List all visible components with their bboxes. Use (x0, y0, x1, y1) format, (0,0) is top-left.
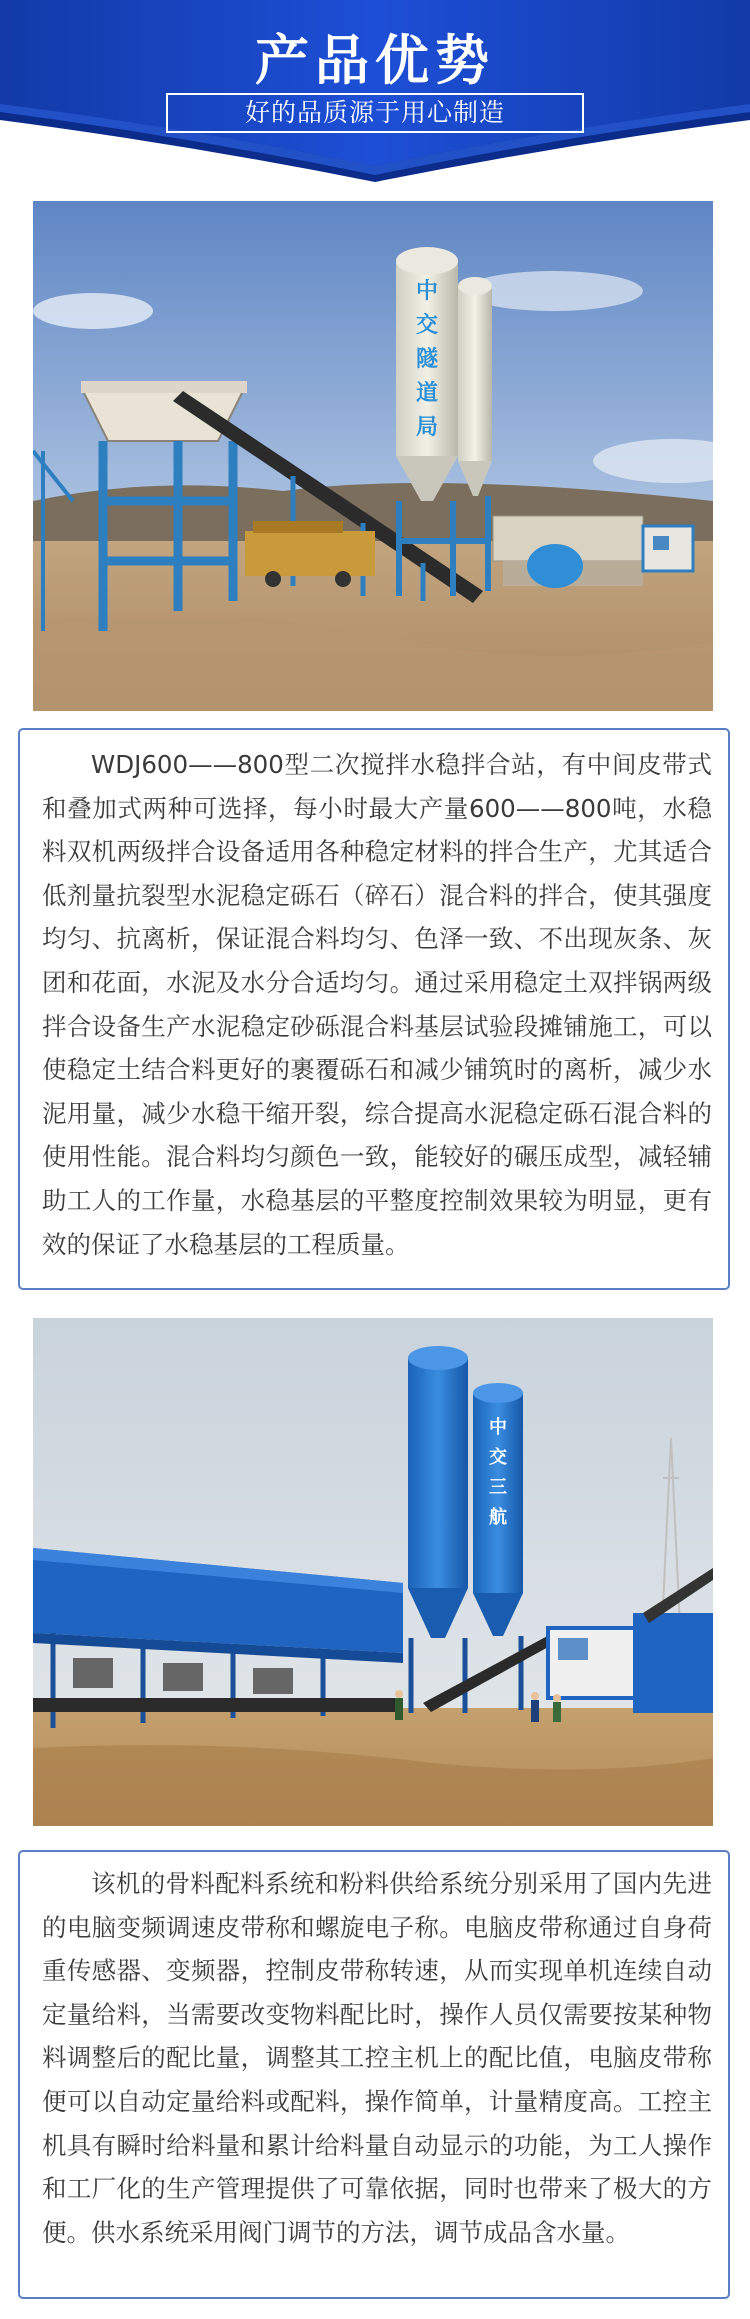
silo2-char-0: 中 (489, 1417, 507, 1438)
page-title: 产品优势 (255, 29, 495, 92)
mixing-plant-photo-2 (33, 1318, 713, 1826)
silo1-char-3: 道 (415, 381, 439, 406)
mixing-plant-photo-1 (33, 201, 713, 711)
silo1-char-0: 中 (415, 279, 439, 304)
paragraph-1: WDJ600——800型二次搅拌水稳拌合站，有中间皮带式和叠加式两种可选择，每小时最大产量600——800吨，水稳料双机两级拌合设备适用各种稳定材料的拌合生产，尤其适合低剂量抗裂型水泥稳定砾石（碎石）混合料的拌合，使其强度均匀、抗离析，保证混合料均匀、色泽一致、不出现灰条、灰团和花面，水泥及水分合适均匀。通过采用稳定土双拌锅两级拌合设备生产水泥稳定砂砾混合料基层试验段摊铺施工，可以使稳定土结合料更好的裹覆砾石和减少铺筑时的离析，减少水泥用量，减少水稳干缩开裂，综合提高水泥稳定砾石混合料的使用性能。混合料均匀颜色一致，能较好的碾压成型，减轻辅助工人的工作量，水稳基层的平整度控制效果较为明显，更有效的保证了水稳基层的工程质量。 (42, 750, 712, 1259)
paragraph-2: 该机的骨料配料系统和粉料供给系统分别采用了国内先进的电脑变频调速皮带称和螺旋电子称。电脑皮带称通过自身荷重传感器、变频器，控制皮带称转速，从而实现单机连续自动定量给料，当需要改变物料配比时，操作人员仅需要按某种物料调整后的配比量，调整其工控主机上的配比值，电脑皮带称便可以自动定量给料或配料，操作简单，计量精度高。工控主机具有瞬时给料量和累计给料量自动显示的功能，为工人操作和工厂化的生产管理提供了可靠依据，同时也带来了极大的方便。供水系统采用阀门调节的方法，调节成品含水量。 (42, 1869, 712, 2247)
silo1-char-4: 局 (415, 415, 439, 440)
silo2-char-2: 三 (489, 1477, 507, 1498)
silo1-char-2: 隧 (415, 347, 439, 372)
silo1-char-1: 交 (415, 313, 439, 338)
silo2-char-3: 航 (489, 1507, 507, 1528)
page-subtitle: 好的品质源于用心制造 (166, 93, 584, 133)
header-banner (0, 0, 750, 190)
silo2-char-1: 交 (489, 1447, 507, 1468)
